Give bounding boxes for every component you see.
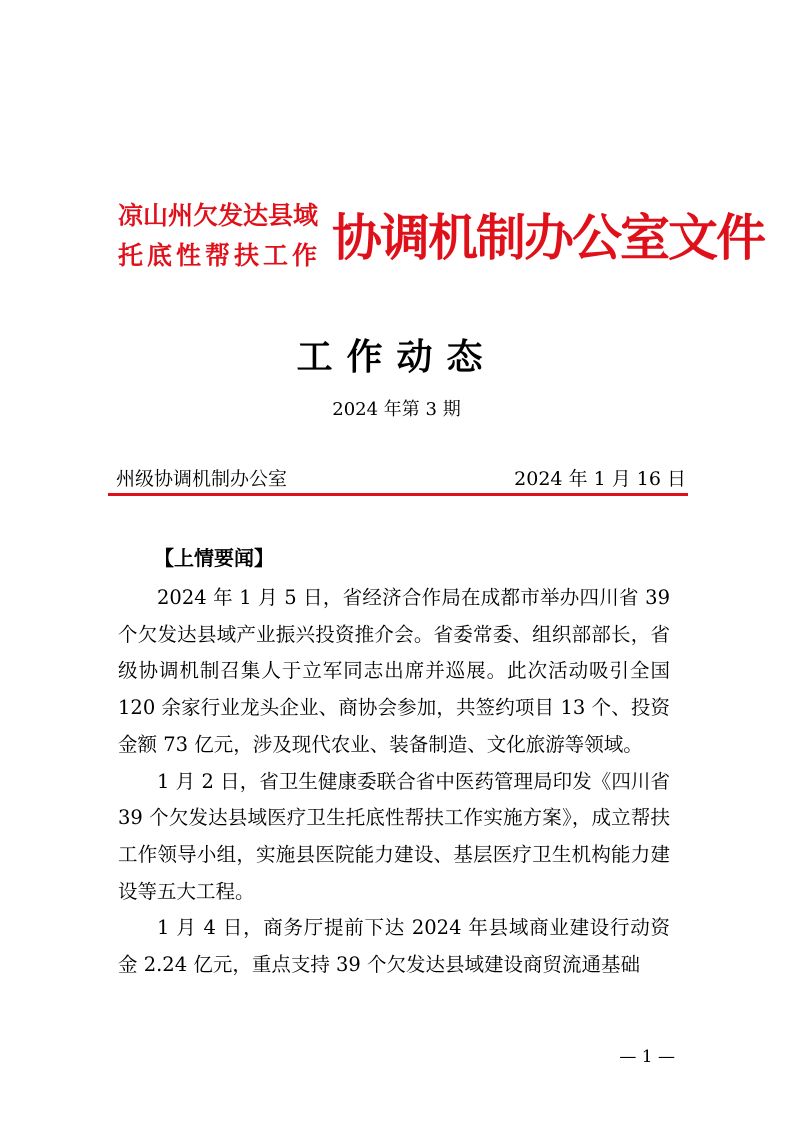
paragraph: 2024 年 1 月 5 日，省经济合作局在成都市举办四川省 39 个欠发达县域产业振兴投资推介会。省委常委、组织部部长，省级协调机制召集人于立军同志出席并巡展。此次活动吸引全国 120 余家行业龙头企业、商协会参加，共签约项目 13 个、投资金额 73 亿元，涉及现代农业、装备制造、文化旅游等领域。	[118, 586, 670, 756]
red-divider	[108, 493, 688, 496]
issuer-line-2: 托底性帮扶工作	[118, 241, 322, 270]
page-number: — 1 —	[619, 1047, 675, 1067]
issue-number: 2024 年第 3 期	[332, 399, 461, 420]
red-letterhead	[118, 196, 764, 286]
section-heading: 【上情要闻】	[154, 546, 274, 570]
meta-row	[116, 464, 686, 494]
issuer-name	[118, 196, 323, 276]
body-text	[118, 580, 670, 984]
issuer-line-1: 凉山州欠发达县域	[118, 201, 319, 230]
bulletin-title: 工作动态	[296, 336, 497, 378]
document-type: 协调机制办公室文件	[332, 209, 764, 267]
issue-date: 2024 年 1 月 16 日	[514, 468, 686, 490]
paragraph: 1 月 2 日，省卫生健康委联合省中医药管理局印发《四川省 39 个欠发达县域医疗卫生托底性帮扶工作实施方案》，成立帮扶工作领导小组，实施县医院能力建设、基层医疗卫生机构能力建设等五大工程。	[118, 769, 670, 903]
issuing-office: 州级协调机制办公室	[116, 468, 288, 490]
paragraph: 1 月 4 日，商务厅提前下达 2024 年县域商业建设行动资金 2.24 亿元，重点支持 39 个欠发达县域建设商贸流通基础	[118, 916, 670, 977]
